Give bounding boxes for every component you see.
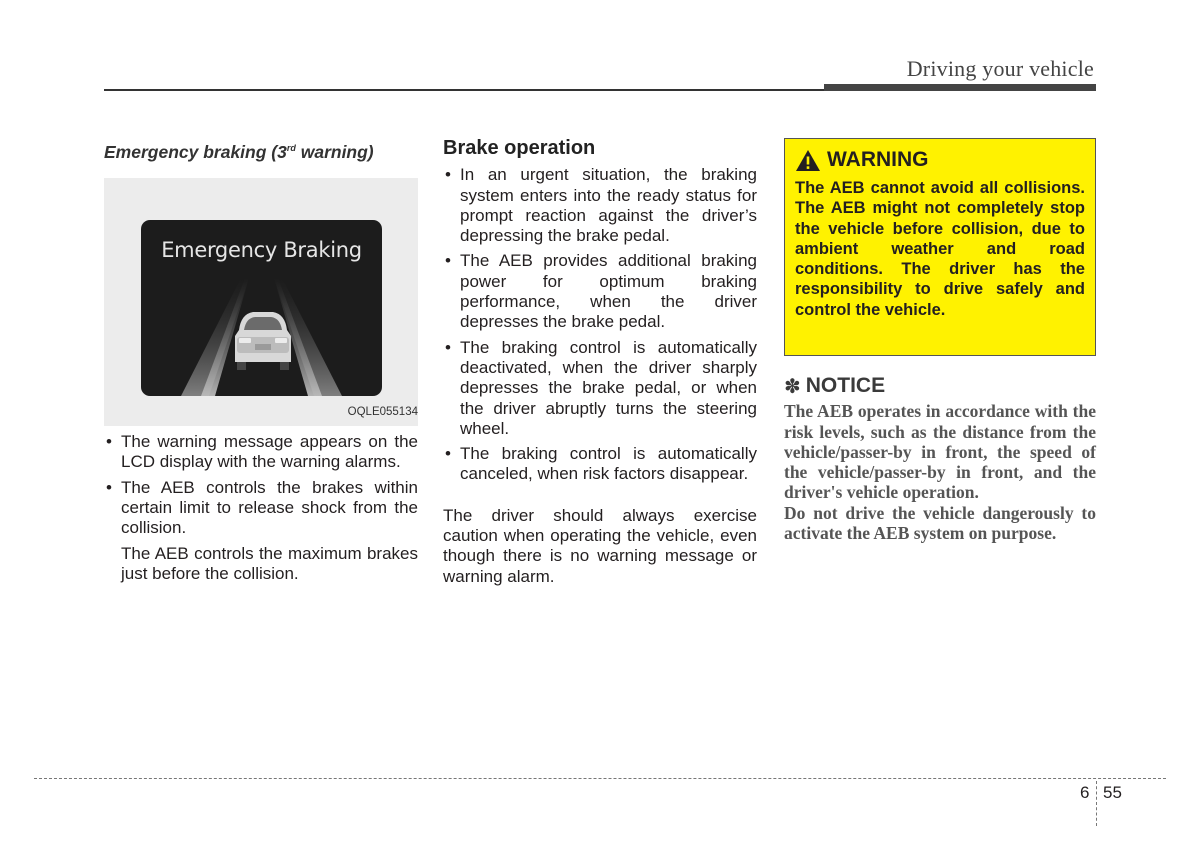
list-item: • The AEB controls the brakes within certain limit to release shock from the collision. xyxy=(104,478,418,539)
footer-divider xyxy=(34,778,1166,779)
lcd-title: Emergency Braking xyxy=(161,238,362,263)
column-3 xyxy=(784,138,1096,543)
bullet-list xyxy=(104,432,418,538)
warning-triangle-icon xyxy=(795,149,821,172)
header-rule-accent xyxy=(824,84,1096,91)
notice-text: Do not drive the vehicle dangerously to activate the AEB system on purpose. xyxy=(784,502,1096,544)
page-number: 55 xyxy=(1103,783,1122,802)
figure-caption: Emergency braking (3rd warning) xyxy=(104,141,374,162)
car-rear-icon xyxy=(235,312,291,370)
notice-text: The AEB operates in accordance with the risk levels, such as the distance from the vehicle/passer-by in front, the speed of the vehicle/passer-by in front, and the driver's vehicle operation. xyxy=(784,401,1096,503)
header-rule xyxy=(104,89,824,91)
figure-emergency-braking xyxy=(104,178,418,426)
bullet-list xyxy=(443,165,757,484)
footer-page-divider xyxy=(1096,781,1097,826)
paragraph: The driver should always exercise caution when operating the vehicle, even though there is no warning message or warning alarm. xyxy=(443,505,757,586)
warning-text: The AEB cannot avoid all collisions. The AEB might not completely stop the vehicle before collision, due to ambient weather and road conditions. The driver has the responsibility to drive safely and control the vehicle. xyxy=(795,179,1085,319)
list-item: • The AEB provides additional braking power for optimum braking performance, when the driver depresses the brake pedal. xyxy=(443,251,757,332)
list-item: • The braking control is automatically deactivated, when the driver sharply depresses the brake pedal, or when the driver abruptly turns the steering wheel. xyxy=(443,338,757,439)
list-item: • In an urgent situation, the braking system enters into the ready status for prompt reaction against the driver’s depressing the brake pedal. xyxy=(443,165,757,246)
column-2 xyxy=(443,138,757,587)
notice-star-icon: ✽ xyxy=(784,374,801,398)
indented-paragraph: The AEB controls the maximum brakes just before the collision. xyxy=(121,543,418,583)
column-1 xyxy=(104,138,418,584)
list-item: • The warning message appears on the LCD display with the warning alarms. xyxy=(104,432,418,473)
chapter-number: 6 xyxy=(1080,783,1090,802)
warning-box xyxy=(784,138,1096,356)
warning-heading: WARNING xyxy=(795,149,1085,172)
section-heading: Brake operation xyxy=(443,137,596,159)
notice-heading: ✽ NOTICE xyxy=(784,374,886,398)
list-item: • The braking control is automatically canceled, when risk factors disappear. xyxy=(443,444,757,485)
page-header-title: Driving your vehicle xyxy=(906,56,1094,81)
lcd-display xyxy=(141,220,382,396)
figure-code: OQLE055134 xyxy=(347,405,418,418)
